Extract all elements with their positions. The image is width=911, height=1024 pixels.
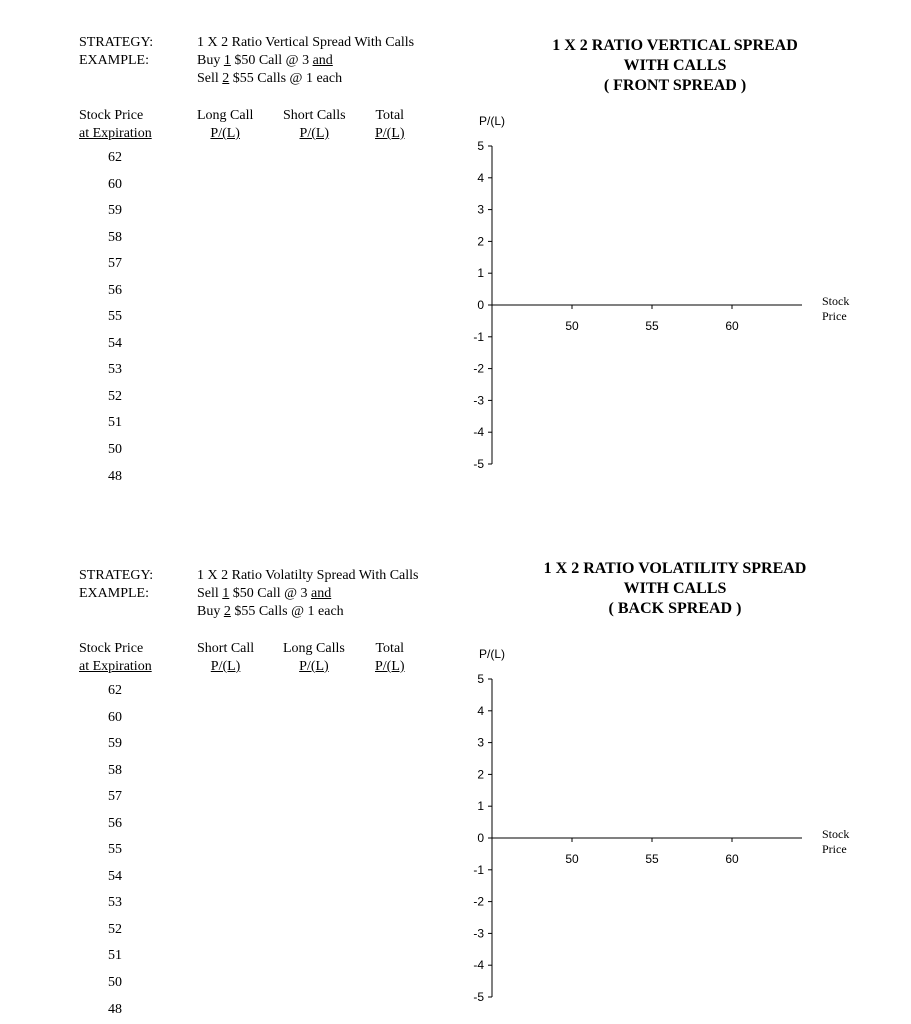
example-line-2: Sell 2 $55 Calls @ 1 each — [197, 71, 343, 86]
price-row: 60 — [108, 710, 122, 725]
col-header-long-calls: Long Calls P/(L) — [283, 641, 345, 674]
example-line-2: Buy 2 $55 Calls @ 1 each — [197, 604, 344, 619]
x-tick-label: 50 — [565, 319, 579, 333]
col-header-stock-price: Stock Price at Expiration — [79, 641, 152, 674]
price-row: 54 — [108, 869, 122, 884]
strategy-value: 1 X 2 Ratio Vertical Spread With Calls — [197, 35, 415, 50]
price-row: 53 — [108, 895, 122, 910]
example-label: EXAMPLE: — [79, 586, 149, 601]
y-tick-label: 2 — [477, 234, 484, 249]
price-row: 57 — [108, 789, 122, 804]
y-tick-label: 4 — [477, 170, 484, 185]
price-row: 62 — [108, 150, 122, 165]
strategy-label: STRATEGY: — [79, 35, 154, 50]
y-tick-label: 5 — [477, 139, 484, 153]
price-row: 56 — [108, 816, 122, 831]
col-header-short-call: Short Call P/(L) — [197, 641, 255, 674]
price-row: 60 — [108, 177, 122, 192]
y-tick-label: -2 — [473, 361, 484, 376]
y-tick-label: 3 — [477, 735, 484, 750]
chart-title: 1 X 2 RATIO VOLATILITY SPREAD WITH CALLS ( BACK SPREAD ) — [543, 560, 807, 617]
col-header-total: Total P/(L) — [375, 108, 405, 141]
price-row: 52 — [108, 389, 122, 404]
price-row: 54 — [108, 336, 122, 351]
y-tick-label: 2 — [477, 767, 484, 782]
y-tick-label: -5 — [473, 457, 484, 471]
y-tick-label: -3 — [473, 393, 484, 408]
y-tick-label: 0 — [477, 298, 484, 312]
x-tick-label: 50 — [565, 852, 579, 866]
pl-chart — [460, 108, 880, 478]
price-row: 56 — [108, 283, 122, 298]
y-tick-label: 4 — [477, 703, 484, 718]
y-tick-label: 0 — [477, 831, 484, 845]
price-row: 55 — [108, 309, 122, 324]
chart-svg — [460, 108, 880, 478]
price-row: 50 — [108, 975, 122, 990]
strategy-value: 1 X 2 Ratio Volatilty Spread With Calls — [197, 568, 419, 583]
y-axis-label: P/(L) — [479, 114, 506, 128]
price-row: 50 — [108, 442, 122, 457]
price-row: 51 — [108, 415, 122, 430]
example-label: EXAMPLE: — [79, 53, 149, 68]
col-header-short-calls: Short Calls P/(L) — [283, 108, 346, 141]
price-row: 59 — [108, 203, 122, 218]
price-row: 57 — [108, 256, 122, 271]
price-row: 62 — [108, 683, 122, 698]
col-header-long-call: Long Call P/(L) — [197, 108, 254, 141]
col-header-stock-price: Stock Price at Expiration — [79, 108, 152, 141]
x-tick-label: 60 — [725, 852, 739, 866]
price-row: 58 — [108, 763, 122, 778]
example-line-1: Buy 1 $50 Call @ 3 and — [197, 53, 333, 68]
y-tick-label: 3 — [477, 202, 484, 217]
strategy-label: STRATEGY: — [79, 568, 154, 583]
y-tick-label: -2 — [473, 894, 484, 909]
price-row: 48 — [108, 1002, 122, 1017]
y-tick-label: -4 — [473, 958, 484, 973]
price-row: 58 — [108, 230, 122, 245]
y-tick-label: 1 — [477, 799, 484, 814]
price-row: 52 — [108, 922, 122, 937]
y-tick-label: 5 — [477, 672, 484, 686]
price-row: 51 — [108, 948, 122, 963]
y-tick-label: -4 — [473, 425, 484, 440]
price-row: 48 — [108, 469, 122, 484]
stock-price-axis-label: Stock Price — [822, 294, 850, 323]
price-row: 59 — [108, 736, 122, 751]
y-tick-label: -1 — [473, 329, 484, 344]
y-tick-label: -3 — [473, 926, 484, 941]
example-line-1: Sell 1 $50 Call @ 3 and — [197, 586, 332, 601]
x-tick-label: 60 — [725, 319, 739, 333]
chart-svg — [460, 641, 880, 1011]
y-axis-label: P/(L) — [479, 647, 506, 661]
y-tick-label: 1 — [477, 266, 484, 281]
stock-price-axis-label: Stock Price — [822, 827, 850, 856]
col-header-total: Total P/(L) — [375, 641, 405, 674]
y-tick-label: -5 — [473, 990, 484, 1004]
x-tick-label: 55 — [645, 852, 659, 866]
y-tick-label: -1 — [473, 862, 484, 877]
price-row: 55 — [108, 842, 122, 857]
x-tick-label: 55 — [645, 319, 659, 333]
price-row: 53 — [108, 362, 122, 377]
chart-title: 1 X 2 RATIO VERTICAL SPREAD WITH CALLS ( FRONT SPREAD ) — [552, 37, 798, 94]
pl-chart — [460, 641, 880, 1011]
